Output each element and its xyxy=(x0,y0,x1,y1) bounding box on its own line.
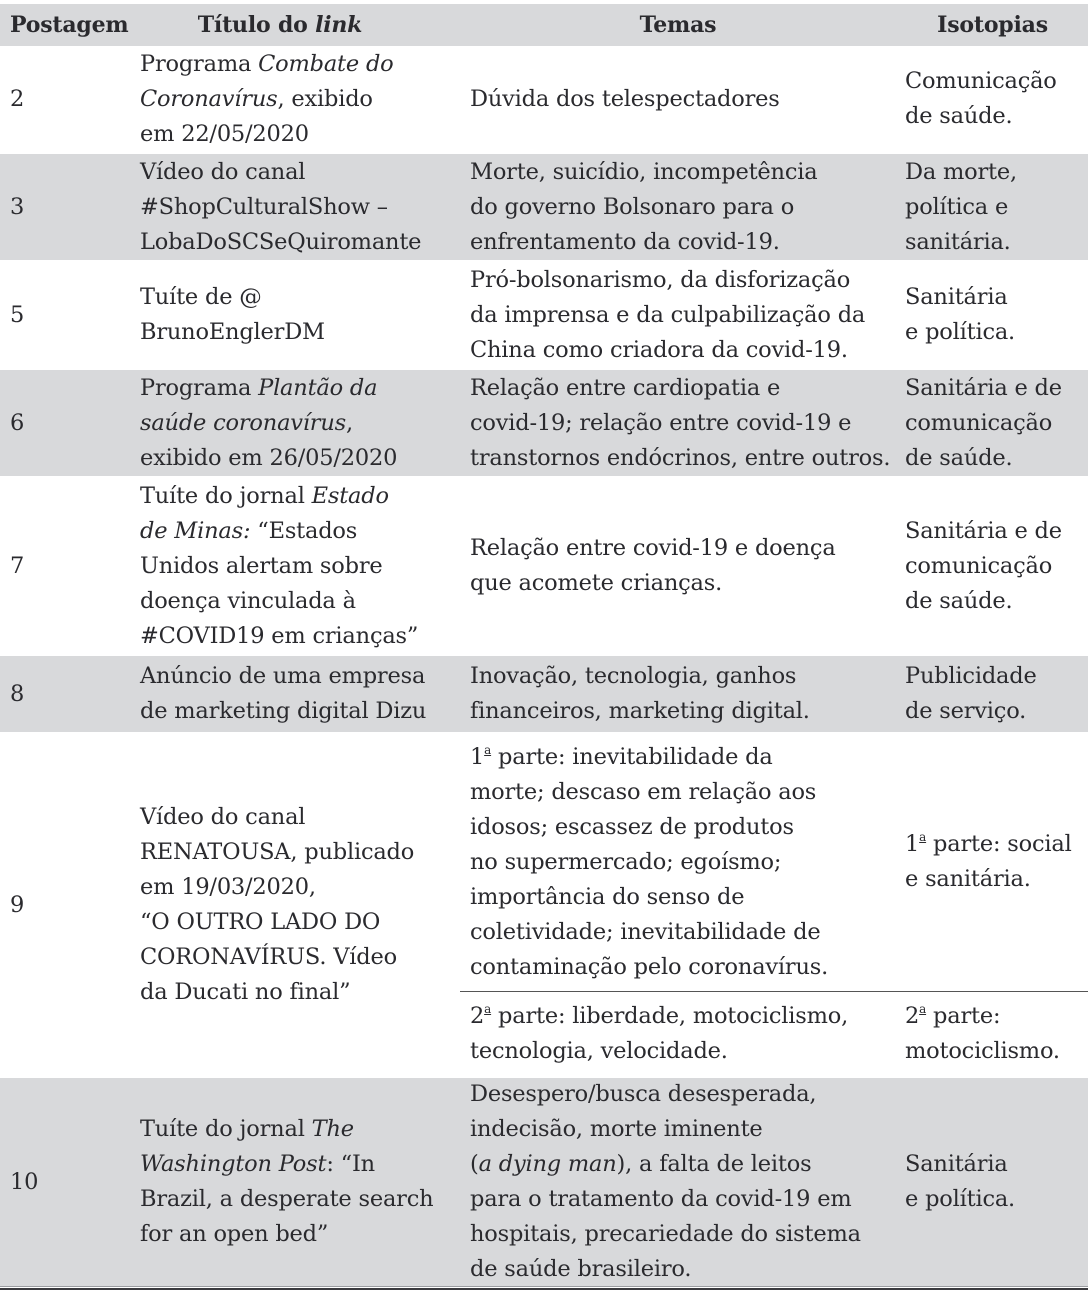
postagem-cell: 10 xyxy=(10,1168,39,1195)
titulo-cell: Tuíte do jornal The Washington Post: “In Brazil, a desperate search for an open bed” xyxy=(140,1116,434,1247)
temas-cell: 1$^a$ parte: inevitabilidade da morte; descaso em relação aos idosos; escassez de produtos no supermercado; egoísmo; importância do senso de coletividade; inevitabilidade de contaminação pelo coronavírus. xyxy=(470,742,829,980)
temas-cell: Inovação, tecnologia, ganhos financeiros, marketing digital. xyxy=(470,663,810,724)
table-row xyxy=(0,370,1088,476)
titulo-cell: Anúncio de uma empresa de marketing digital Dizu xyxy=(140,663,427,724)
temas-cell: Pró-bolsonarismo, da disforização da imprensa e da culpabilização da China como criadora da covid-19. xyxy=(470,266,866,363)
subrow-part-2 xyxy=(0,994,1088,1074)
titulo-cell: Vídeo do canal RENATOUSA, publicado em 19/03/2020, “O OUTRO LADO DO CORONAVÍRUS. Vídeo da Ducati no final” xyxy=(140,804,415,1005)
header-temas: Temas xyxy=(639,11,717,38)
table-row xyxy=(0,478,1088,654)
temas-cell: Dúvida dos telespectadores xyxy=(470,85,780,112)
isotopias-cell: Comunicação de saúde. xyxy=(905,68,1057,129)
header-titulo: Título do link xyxy=(197,11,363,38)
table-row xyxy=(0,46,1088,152)
temas-cell: Desespero/busca desesperada, indecisão, morte iminente (a dying man), a falta de leitos para o tratamento da covid-19 em hospitais, precariedade do sistema de saúde brasileiro. xyxy=(470,1081,861,1282)
temas-cell: Relação entre cardiopatia e covid-19; relação entre covid-19 e transtornos endócrinos, entre outros. xyxy=(470,374,891,471)
isotopias-cell: Da morte, política e sanitária. xyxy=(905,158,1017,255)
titulo-cell: Programa Plantão da saúde coronavírus, exibido em 26/05/2020 xyxy=(140,374,398,471)
subrow-part-1 xyxy=(0,734,1088,990)
isotopias-cell: 1$^a$ parte: social e sanitária. xyxy=(905,830,1072,892)
table-row xyxy=(0,154,1088,260)
postagem-cell: 9 xyxy=(10,891,25,918)
postagem-cell: 7 xyxy=(10,552,25,579)
postagem-cell: 3 xyxy=(10,193,25,220)
titulo-cell: Tuíte do jornal Estado de Minas: “Estados Unidos alertam sobre doença vinculada à #COVID19 em crianças” xyxy=(140,482,419,649)
header-isotopias: Isotopias xyxy=(937,11,1048,38)
isotopias-cell: Publicidade de serviço. xyxy=(905,663,1037,724)
temas-cell: 2$^a$ parte: liberdade, motociclismo, tecnologia, velocidade. xyxy=(470,1002,849,1064)
isotopias-cell: Sanitária e de comunicação de saúde. xyxy=(905,374,1062,471)
postagem-cell: 2 xyxy=(10,85,25,112)
titulo-cell: Programa Combate do Coronavírus, exibido em 22/05/2020 xyxy=(140,50,394,147)
postagem-cell: 5 xyxy=(10,301,25,328)
temas-cell: Relação entre covid-19 e doença que acomete crianças. xyxy=(470,535,836,596)
isotopias-cell: Sanitária e de comunicação de saúde. xyxy=(905,517,1062,614)
table-row xyxy=(0,656,1088,732)
postagem-cell: 8 xyxy=(10,680,25,707)
temas-cell: Morte, suicídio, incompetência do governo Bolsonaro para o enfrentamento da covid-19. xyxy=(470,158,818,255)
table-bottom-rule xyxy=(0,1288,1088,1290)
isotopias-cell: Sanitária e política. xyxy=(905,284,1016,345)
header-postagem: Postagem xyxy=(10,11,129,38)
table-header xyxy=(0,4,1088,46)
titulo-cell: Vídeo do canal #ShopCulturalShow – LobaDoSCSeQuiromante xyxy=(140,158,422,255)
part-divider xyxy=(460,991,1088,992)
table-row xyxy=(0,262,1088,368)
titulo-cell: Tuíte de @ BrunoEnglerDM xyxy=(140,284,325,345)
postagem-cell: 6 xyxy=(10,409,25,436)
table-row xyxy=(0,734,1088,1076)
table-bottom-rule-light xyxy=(0,1286,1088,1287)
isotopias-cell: Sanitária e política. xyxy=(905,1151,1016,1212)
isotopias-cell: 2$^a$ parte: motociclismo. xyxy=(905,1002,1060,1064)
table-row xyxy=(0,1078,1088,1286)
